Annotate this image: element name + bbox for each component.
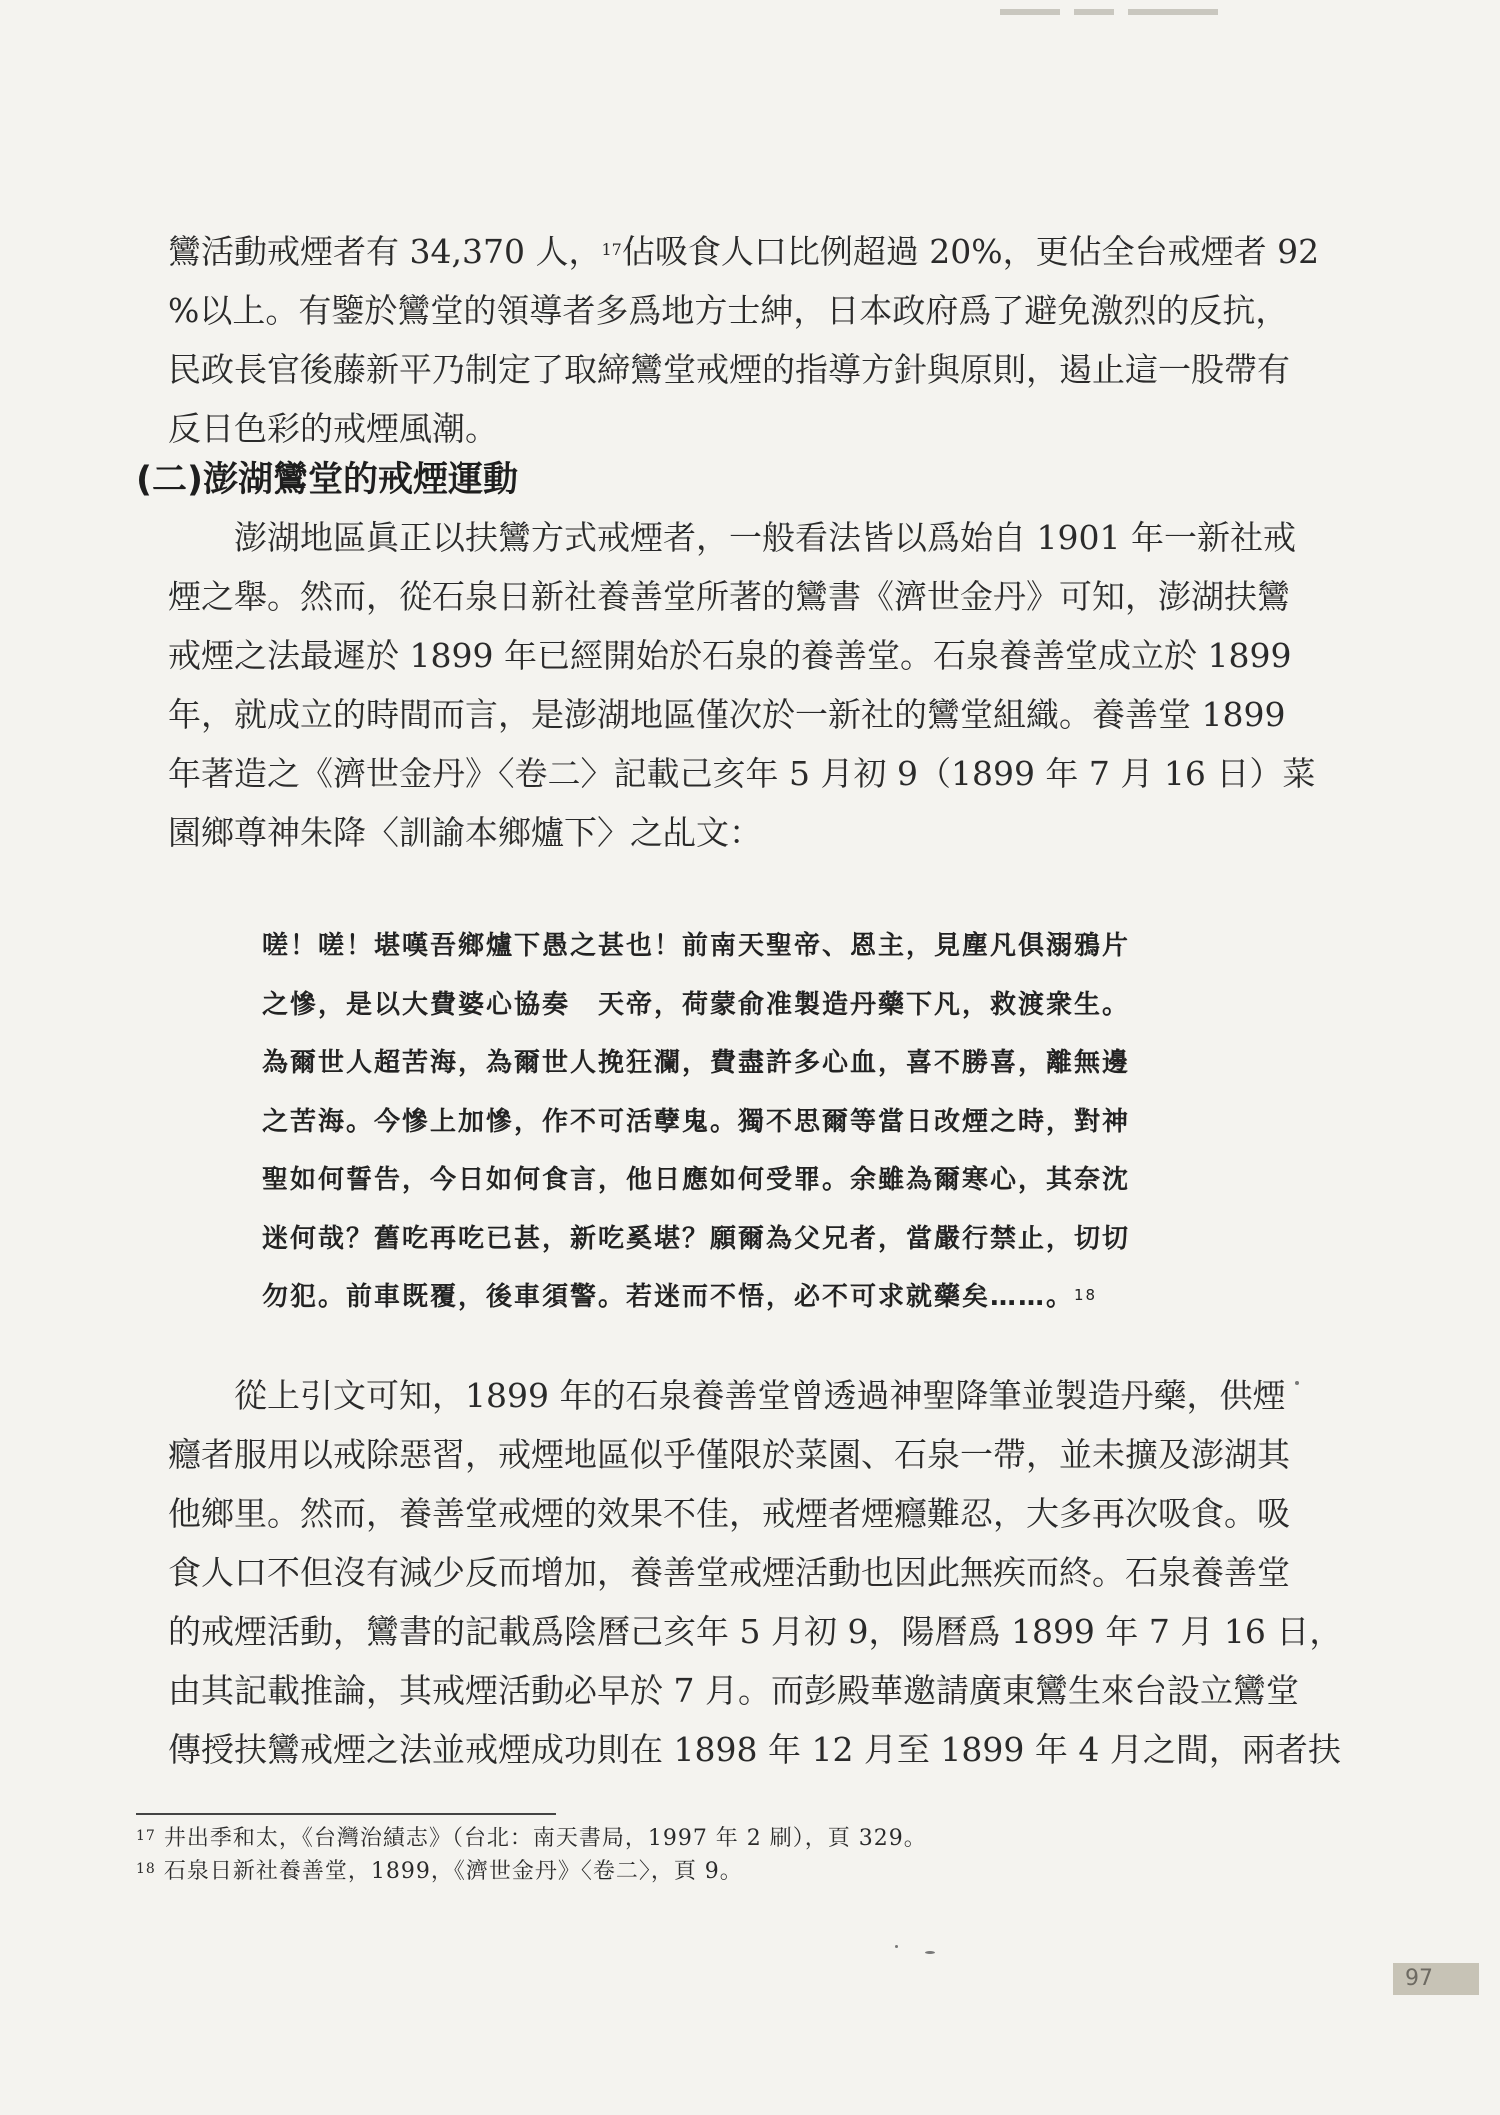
scan-speck <box>925 1951 935 1954</box>
paragraph-2-line: 年著造之《濟世金丹》〈卷二〉記載己亥年 5 月初 9（1899 年 7 月 16 日）菜 <box>168 754 1316 793</box>
paragraph-1-line: 民政長官後藤新平乃制定了取締鸞堂戒煙的指導方針與原則，遏止這一股帶有 <box>168 350 1290 389</box>
scan-speck <box>1295 1381 1299 1385</box>
quote-line: 之苦海。今慘上加慘，作不可活孽鬼。獨不思爾等當日改煙之時，對神 <box>262 1106 1131 1137</box>
footnote-ref-17: 17 <box>601 240 622 259</box>
scan-artifact-marks <box>1000 0 1280 10</box>
footnote-17 <box>136 1822 1236 1855</box>
quote-line: 嗟！嗟！堪嘆吾鄉爐下愚之甚也！前南天聖帝、恩主，見塵凡俱溺鴉片 <box>262 931 1131 961</box>
paragraph-3 <box>168 1366 1343 1779</box>
paragraph-3-line: 的戒煙活動，鸞書的記載爲陰曆己亥年 5 月初 9，陽曆爲 1899 年 7 月 16 日， <box>168 1612 1343 1651</box>
block-quote <box>262 917 1252 1327</box>
paragraph-2-line: 園鄉尊神朱降〈訓諭本鄉爐下〉之乩文： <box>168 813 762 852</box>
scan-speck <box>895 1945 898 1948</box>
paragraph-1-line: 反日色彩的戒煙風潮。 <box>168 409 498 448</box>
section-heading: (二)澎湖鸞堂的戒煙運動 <box>136 460 518 500</box>
quote-line: 迷何哉？舊吃再吃已甚，新吃奚堪？願爾為父兄者，當嚴行禁止，切切 <box>262 1223 1131 1254</box>
footnote-text: 石泉日新社養善堂，1899，《濟世金丹》〈卷二〉，頁 9。 <box>163 1859 743 1884</box>
quote-line: 勿犯。前車既覆，後車須警。若迷而不悟，必不可求就藥矣……。$^{18}$ <box>262 1282 1098 1312</box>
paragraph-1 <box>168 222 1320 458</box>
quote-line: 為爾世人超苦海，為爾世人挽狂瀾，費盡許多心血，喜不勝喜，離無邊 <box>262 1048 1131 1078</box>
quote-line: 聖如何誓告，今日如何食言，他日應如何受罪。余雖為爾寒心，其奈沈 <box>262 1165 1131 1195</box>
paragraph-1-line: 鸞活動戒煙者有 34,370 人，$^{17}$佔吸食人口比例超過 20%，更佔全台戒煙者 92 <box>168 232 1320 271</box>
footnote-number: 17 <box>136 1828 156 1844</box>
page-number: 97 <box>1393 1963 1479 1995</box>
paragraph-3-line: 傳授扶鸞戒煙之法並戒煙成功則在 1898 年 12 月至 1899 年 4 月之間，兩者扶 <box>168 1730 1341 1769</box>
footnote-text: 井出季和太，《台灣治績志》（台北：南天書局，1997 年 2 刷），頁 329。 <box>163 1826 927 1851</box>
paragraph-2-line: 澎湖地區眞正以扶鸞方式戒煙者，一般看法皆以爲始自 1901 年一新社戒 <box>234 518 1296 557</box>
paragraph-3-line: 食人口不但沒有減少反而增加，養善堂戒煙活動也因此無疾而終。石泉養善堂 <box>168 1553 1290 1592</box>
paragraph-3-line: 從上引文可知，1899 年的石泉養善堂曾透過神聖降筆並製造丹藥，供煙 <box>234 1376 1286 1415</box>
footnote-18 <box>136 1855 1236 1888</box>
footnotes <box>136 1822 1236 1888</box>
footnote-ref-18: 18 <box>1074 1286 1098 1304</box>
paragraph-2 <box>168 508 1316 862</box>
paragraph-3-line: 他鄉里。然而，養善堂戒煙的效果不佳，戒煙者煙癮難忍，大多再次吸食。吸 <box>168 1494 1290 1533</box>
paragraph-1-line: %以上。有鑒於鸞堂的領導者多爲地方士紳，日本政府爲了避免激烈的反抗， <box>168 291 1289 330</box>
paragraph-2-line: 戒煙之法最遲於 1899 年已經開始於石泉的養善堂。石泉養善堂成立於 1899 <box>168 636 1292 675</box>
paragraph-3-line: 癮者服用以戒除惡習，戒煙地區似乎僅限於菜園、石泉一帶，並未擴及澎湖其 <box>168 1435 1290 1474</box>
paragraph-2-line: 煙之舉。然而，從石泉日新社養善堂所著的鸞書《濟世金丹》可知，澎湖扶鸞 <box>168 577 1290 616</box>
paragraph-2-line: 年，就成立的時間而言，是澎湖地區僅次於一新社的鸞堂組織。養善堂 1899 <box>168 695 1286 734</box>
footnote-number: 18 <box>136 1861 156 1877</box>
footnote-divider <box>136 1813 556 1815</box>
paragraph-3-line: 由其記載推論，其戒煙活動必早於 7 月。而彭殿華邀請廣東鸞生來台設立鸞堂 <box>168 1671 1299 1710</box>
quote-line: 之慘，是以大費婆心協奏 天帝，荷蒙俞准製造丹藥下凡，救渡衆生。 <box>262 989 1131 1020</box>
